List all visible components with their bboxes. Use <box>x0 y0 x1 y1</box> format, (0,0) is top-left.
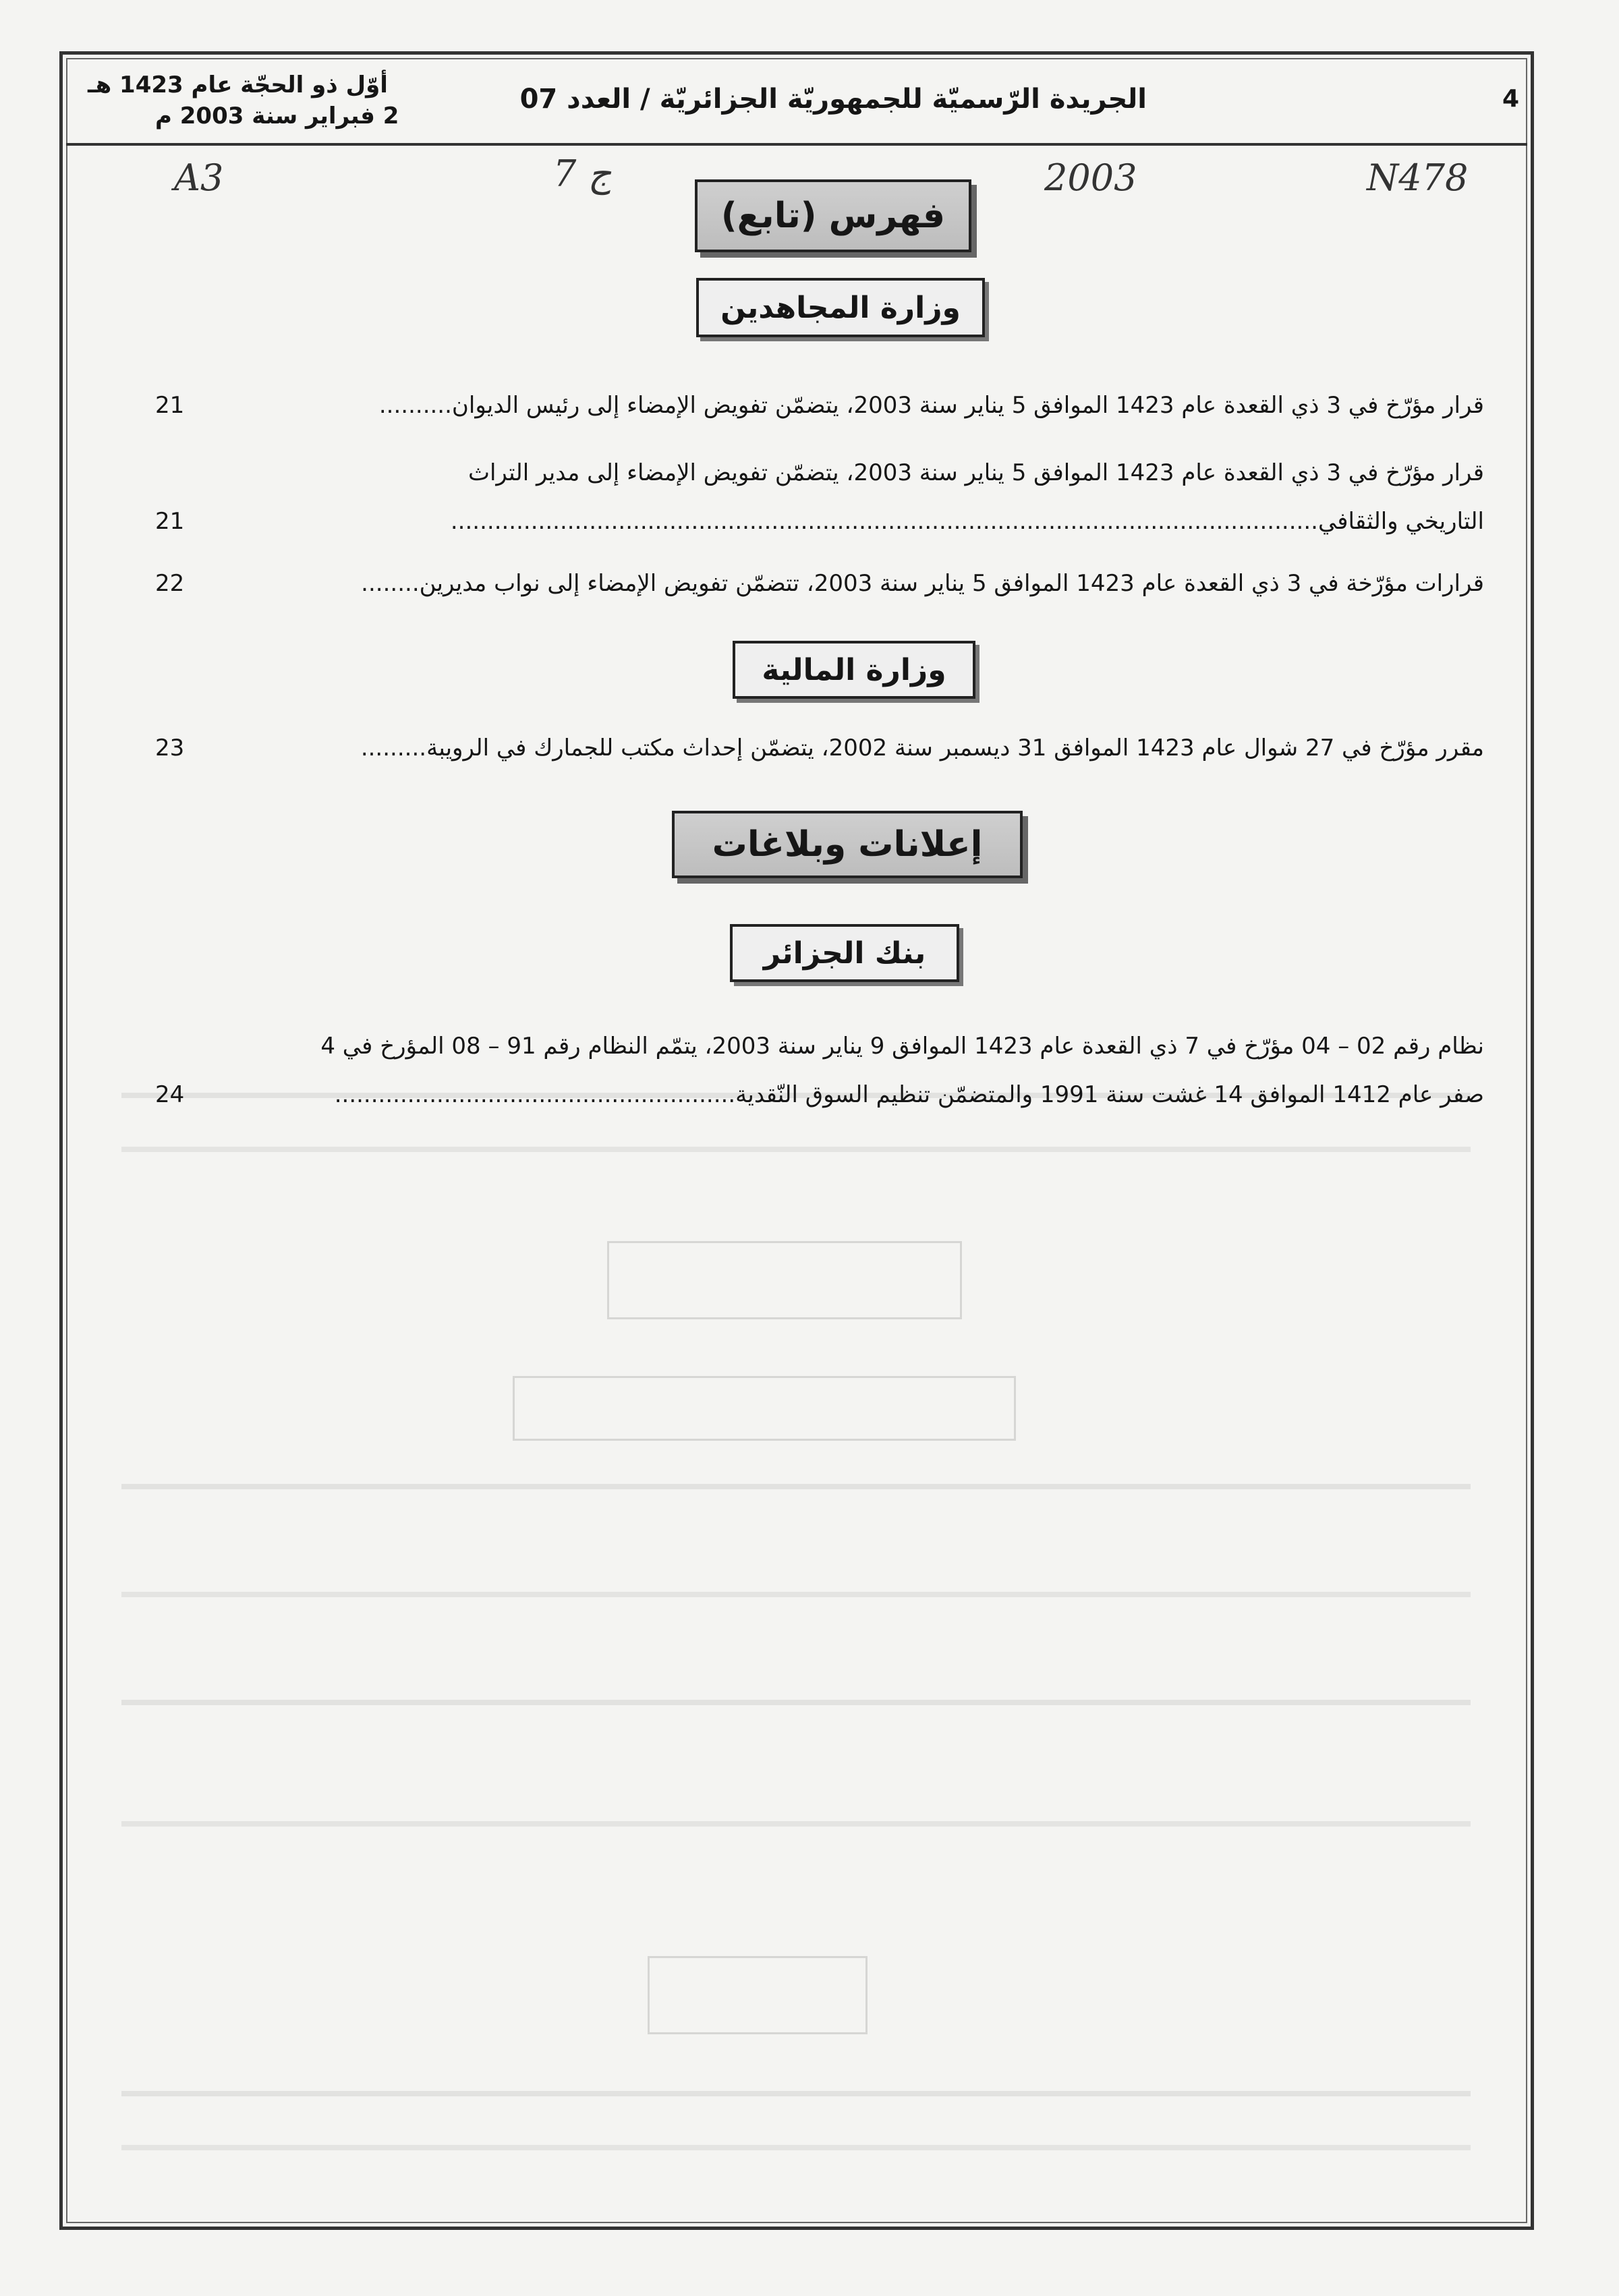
entry-page-number: 22 <box>155 570 185 597</box>
header-rule <box>66 143 1527 146</box>
section-title: وزارة المجاهدين <box>720 290 961 325</box>
hijri-date: أوّل ذو الحجّة عام 1423 هـ <box>88 71 388 98</box>
index-entry: قرار مؤرّخ في 3 ذي القعدة عام 1423 الموافق 5 يناير سنة 2003، يتضمّن تفويض الإمضاء إلى رئيس الديوان.......... 21 <box>202 376 1484 434</box>
index-title-box <box>695 179 971 252</box>
entry-page-number: 24 <box>155 1081 185 1108</box>
announcements-title: إعلانات وبلاغات <box>712 824 983 865</box>
section-title-box <box>730 924 959 982</box>
announcements-title-box <box>672 811 1023 878</box>
handwritten-note-center-right: 2003 <box>1044 156 1137 199</box>
journal-title: الجريدة الرّسميّة للجمهوريّة الجزائريّة / العدد 07 <box>519 84 1147 115</box>
entry-page-number: 23 <box>155 735 185 762</box>
handwritten-note-left: A3 <box>174 156 224 199</box>
section-title: وزارة المالية <box>762 652 946 687</box>
index-entry: قرارات مؤرّخة في 3 ذي القعدة عام 1423 الموافق 5 يناير سنة 2003، تتضمّن تفويض الإمضاء إلى نواب مديرين........ 22 <box>202 554 1484 612</box>
index-entry: نظام رقم 02 – 04 مؤرّخ في 7 ذي القعدة عام 1423 الموافق 9 يناير سنة 2003، يتمّم النظام رقم 91 – 08 المؤرخ في 4 صفر عام 1412 الموافق 14 غشت سنة 1991 والمتضمّن تنظيم السوق النّقدية....................................................... 24 <box>202 1017 1484 1124</box>
handwritten-note-right: N478 <box>1367 156 1469 199</box>
index-entry: مقرر مؤرّخ في 27 شوال عام 1423 الموافق 31 ديسمبر سنة 2002، يتضمّن إحداث مكتب للجمارك في الرويبة......... 23 <box>202 719 1484 777</box>
page-number: 4 <box>1502 85 1519 113</box>
gregorian-date: 2 فبراير سنة 2003 م <box>155 103 399 130</box>
index-entry: قرار مؤرّخ في 3 ذي القعدة عام 1423 الموافق 5 يناير سنة 2003، يتضمّن تفويض الإمضاء إلى مدير التراث التاريخي والثقافي....................................................................................................................... 21 <box>202 444 1484 550</box>
section-title: بنك الجزائر <box>763 936 926 971</box>
entry-page-number: 21 <box>155 392 185 419</box>
section-title-box <box>733 641 975 699</box>
index-title: فهرس (تابع) <box>720 196 946 236</box>
entry-page-number: 21 <box>155 508 185 535</box>
section-title-box <box>696 278 985 337</box>
handwritten-note-center-left: 7 ج <box>553 152 612 195</box>
